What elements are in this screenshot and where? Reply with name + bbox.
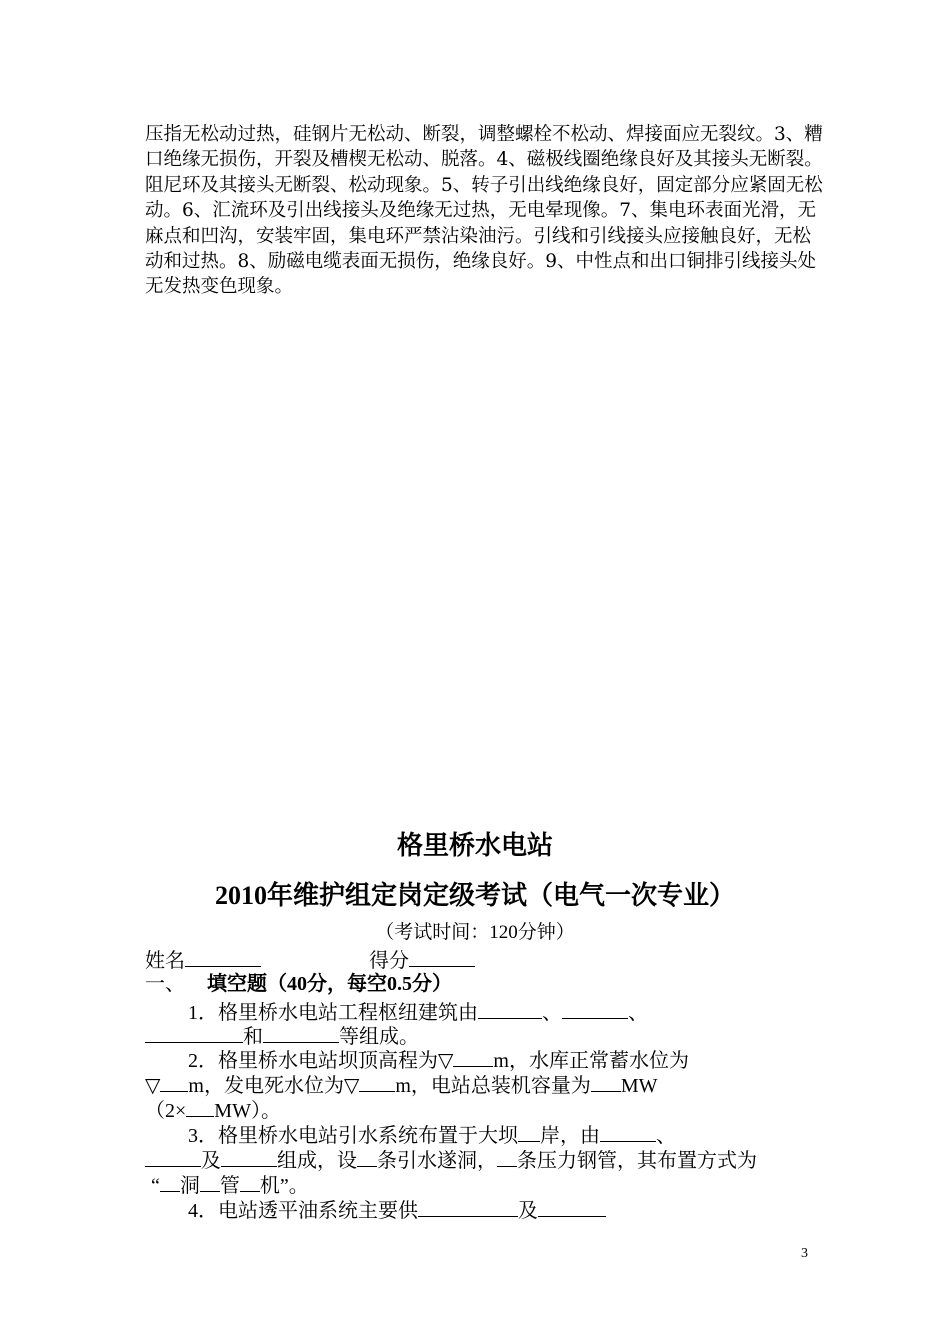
question-4-line-1 bbox=[188, 1196, 606, 1224]
question-3-line-2 bbox=[145, 1146, 757, 1174]
question-3-line-1 bbox=[188, 1121, 676, 1149]
answer-blank[interactable] bbox=[418, 1196, 518, 1217]
answer-blank[interactable] bbox=[200, 1171, 220, 1192]
section-number: 一、 bbox=[145, 973, 185, 995]
answer-blank[interactable] bbox=[145, 1146, 201, 1167]
exam-title: 2010年维护组定岗定级考试（电气一次专业） bbox=[214, 881, 735, 910]
answer-blank[interactable] bbox=[453, 1046, 493, 1067]
section-heading bbox=[145, 972, 452, 997]
answer-blank[interactable] bbox=[562, 998, 628, 1019]
question-2-unit: MW bbox=[620, 1075, 658, 1097]
answer-blank[interactable] bbox=[263, 1022, 339, 1043]
question-3-text: 机”。 bbox=[259, 1175, 309, 1197]
inspection-paragraph: 压指无松动过热，硅钢片无松动、断裂，调整螺栓不松动、焊接面应无裂纹。3、糟口绝缘无损伤，开裂及槽楔无松动、脱落。4、磁极线圈绝缘良好及其接头无断裂。阻尼环及其接头无断裂、松动现象。5、转子引出线绝缘良好，固定部分应紧固无松动。6、汇流环及引出线接头及绝缘无过热，无电晕现像。7、集电环表面光滑，无麻点和凹沟，安装牢固，集电环严禁沾染油污。引线和引线接头应接触良好，无松动和过热。8、励磁电缆表面无损伤，绝缘良好。9、中性点和出口铜排引线接头处无发热变色现象。 bbox=[145, 124, 823, 298]
page-number: 3 bbox=[801, 1246, 808, 1261]
question-3-text: 3．格里桥水电站引水系统布置于大坝 bbox=[188, 1125, 518, 1147]
answer-blank[interactable] bbox=[357, 1146, 377, 1167]
question-2-line-1 bbox=[188, 1046, 689, 1074]
name-blank[interactable] bbox=[185, 946, 261, 967]
answer-blank[interactable] bbox=[600, 1121, 656, 1142]
question-3-text: 及 bbox=[201, 1150, 221, 1172]
question-2-text: m，水库正常蓄水位为 bbox=[493, 1050, 689, 1072]
question-3-text: 岸，由 bbox=[540, 1125, 600, 1147]
question-2-text: m，发电死水位为▽ bbox=[188, 1075, 360, 1097]
exam-title-station: 格里桥水电站 bbox=[396, 831, 553, 860]
question-3-text: 条压力钢管，其布置方式为 bbox=[517, 1150, 757, 1172]
section-title: 填空题（40分，每空0.5分） bbox=[207, 973, 452, 995]
question-2-text: m，电站总装机容量为 bbox=[395, 1075, 591, 1097]
answer-blank[interactable] bbox=[538, 1196, 606, 1217]
question-3-text: 组成，设 bbox=[277, 1150, 357, 1172]
question-3-text: 管 bbox=[219, 1175, 240, 1197]
exam-time-note: （考试时间：120分钟） bbox=[375, 922, 575, 943]
name-label: 姓名 bbox=[145, 950, 185, 972]
question-1-and: 和 bbox=[243, 1026, 263, 1048]
answer-blank[interactable] bbox=[240, 1171, 260, 1192]
answer-blank[interactable] bbox=[221, 1146, 277, 1167]
question-2-text: ▽ bbox=[145, 1075, 161, 1097]
score-blank[interactable] bbox=[409, 946, 475, 967]
question-2-text: （2× bbox=[145, 1100, 187, 1122]
question-3-text: 洞 bbox=[179, 1175, 200, 1197]
answer-blank[interactable] bbox=[160, 1171, 180, 1192]
question-3-text: “ bbox=[151, 1175, 160, 1197]
question-2-line-2 bbox=[145, 1071, 658, 1099]
answer-blank[interactable] bbox=[186, 1096, 214, 1117]
question-1-sep: 、 bbox=[628, 1002, 648, 1024]
answer-blank[interactable] bbox=[478, 998, 542, 1019]
name-score-row bbox=[145, 946, 475, 974]
answer-blank[interactable] bbox=[518, 1121, 540, 1142]
question-3-line-3 bbox=[145, 1171, 309, 1199]
question-1-sep: 、 bbox=[542, 1002, 562, 1024]
answer-blank[interactable] bbox=[497, 1146, 517, 1167]
question-2-line-3 bbox=[145, 1096, 281, 1124]
question-4-text: 4．电站透平油系统主要供 bbox=[188, 1200, 418, 1222]
question-1-end: 等组成。 bbox=[339, 1026, 419, 1048]
question-3-text: 条引水遂洞， bbox=[377, 1150, 497, 1172]
answer-blank[interactable] bbox=[145, 1022, 243, 1043]
question-2-unit: MW）。 bbox=[214, 1100, 281, 1122]
answer-blank[interactable] bbox=[359, 1071, 395, 1092]
question-1-text: 1．格里桥水电站工程枢纽建筑由 bbox=[188, 1002, 478, 1024]
answer-blank[interactable] bbox=[591, 1071, 621, 1092]
question-4-text: 及 bbox=[518, 1200, 538, 1222]
score-label: 得分 bbox=[369, 950, 409, 972]
question-2-text: 2．格里桥水电站坝顶高程为▽ bbox=[188, 1050, 454, 1072]
question-3-text: 、 bbox=[656, 1125, 676, 1147]
answer-blank[interactable] bbox=[160, 1071, 188, 1092]
